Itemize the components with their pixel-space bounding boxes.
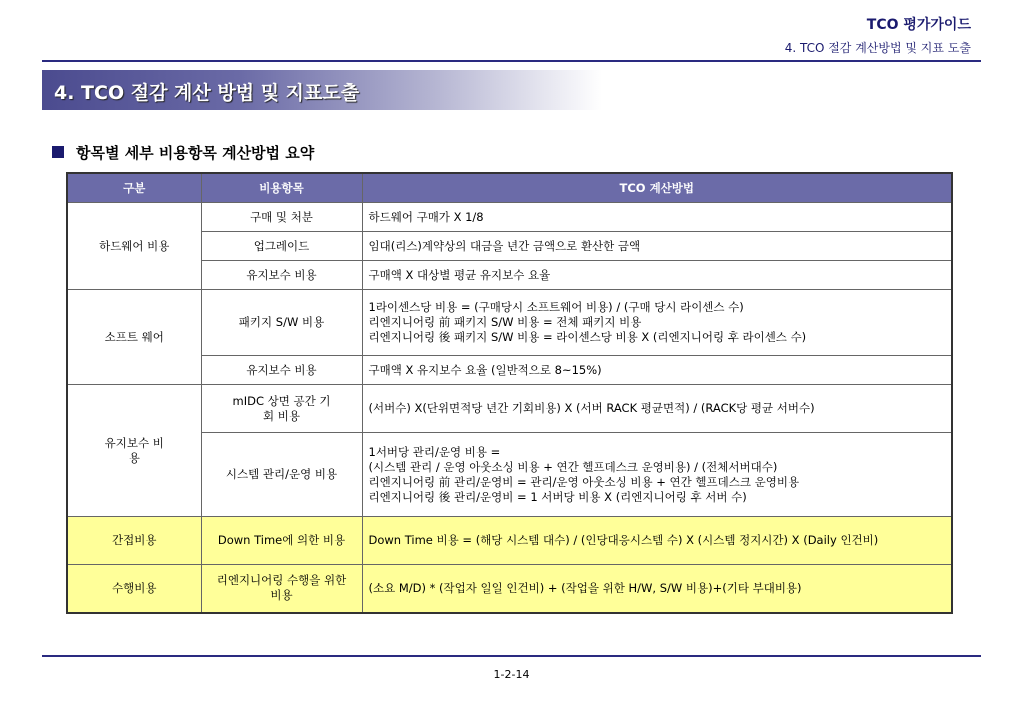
calc-method bbox=[362, 290, 952, 356]
col-header-method: TCO 계산방법 bbox=[362, 173, 952, 203]
group-label: 하드웨어 비용 bbox=[99, 238, 170, 253]
group-execution: 수행비용 bbox=[67, 565, 201, 613]
calc-method: (소요 M/D) * (작업자 일일 인건비) + (작업을 위한 H/W, S/W 비용)+(기타 부대비용) bbox=[362, 565, 952, 613]
group-software bbox=[67, 290, 201, 385]
method-line: 1라이센스당 비용 = (구매당시 소프트웨어 비용) / (구매 당시 라이센스 수) bbox=[368, 300, 744, 314]
method-line: 1서버당 관리/운영 비용 = bbox=[368, 444, 501, 459]
calc-method bbox=[362, 433, 952, 517]
cost-item: 업그레이드 bbox=[201, 232, 362, 261]
cost-item: Down Time에 의한 비용 bbox=[201, 517, 362, 565]
group-label: 소프트 웨어 bbox=[104, 329, 164, 344]
tco-table bbox=[66, 172, 953, 614]
header-title: TCO 평가가이드 bbox=[866, 17, 971, 33]
table-header-row bbox=[67, 173, 952, 203]
cost-item: 유지보수 비용 bbox=[201, 356, 362, 385]
calc-method: (서버수) X(단위면적당 년간 기회비용) X (서버 RACK 평균면적) / (RACK당 평균 서버수) bbox=[362, 385, 952, 433]
cost-item: mIDC 상면 공간 기회 비용 bbox=[201, 385, 362, 433]
group-indirect: 간접비용 bbox=[67, 517, 201, 565]
method-line: 리엔지니어링 前 패키지 S/W 비용 = 전체 패키지 비용 bbox=[368, 315, 642, 329]
calc-method: Down Time 비용 = (해당 시스템 대수) / (인당대응시스템 수) X (시스템 정지시간) X (Daily 인건비) bbox=[362, 517, 952, 565]
cost-item: 리엔지니어링 수행을 위한 비용 bbox=[201, 565, 362, 613]
calc-method: 하드웨어 구매가 X 1/8 bbox=[362, 203, 952, 232]
header-subtitle: 4. TCO 절감 계산방법 및 지표 도출 bbox=[784, 41, 971, 55]
cost-item: 시스템 관리/운영 비용 bbox=[201, 433, 362, 517]
table-row bbox=[67, 290, 952, 356]
method-line: 리엔지니어링 後 관리/운영비 = 1 서버당 비용 X (리엔지니어링 후 서버 수) bbox=[368, 489, 747, 504]
group-label: 유지보수 비용 bbox=[104, 435, 164, 465]
col-header-category: 구분 bbox=[67, 173, 201, 203]
calc-method: 구매액 X 대상별 평균 유지보수 요율 bbox=[362, 261, 952, 290]
cost-item: 유지보수 비용 bbox=[201, 261, 362, 290]
cost-item: 구매 및 처분 bbox=[201, 203, 362, 232]
col-header-item: 비용항목 bbox=[201, 173, 362, 203]
calc-method: 임대(리스)계약상의 대금을 년간 금액으로 환산한 금액 bbox=[362, 232, 952, 261]
title-banner bbox=[42, 70, 602, 110]
banner-title: 4. TCO 절감 계산 방법 및 지표도출 bbox=[54, 82, 360, 104]
method-line: (시스템 관리 / 운영 아웃소싱 비용 + 연간 헬프데스크 운영비용) / (전체서버대수) bbox=[368, 459, 778, 474]
table-row bbox=[67, 517, 952, 565]
section-heading bbox=[52, 142, 314, 163]
table-row bbox=[67, 565, 952, 613]
method-line: 리엔지니어링 後 패키지 S/W 비용 = 라이센스당 비용 X (리엔지니어링 후 라이센스 수) bbox=[368, 330, 807, 344]
cost-item: 패키지 S/W 비용 bbox=[201, 290, 362, 356]
square-bullet-icon bbox=[52, 146, 64, 158]
group-maintenance bbox=[67, 385, 201, 517]
section-title: 항목별 세부 비용항목 계산방법 요약 bbox=[76, 144, 315, 162]
page-number: 1-2-14 bbox=[493, 668, 530, 681]
group-hardware bbox=[67, 203, 201, 290]
calc-method: 구매액 X 유지보수 요율 (일반적으로 8~15%) bbox=[362, 356, 952, 385]
table-row bbox=[67, 385, 952, 433]
table-row bbox=[67, 203, 952, 232]
header-divider bbox=[42, 60, 981, 62]
method-line: 리엔지니어링 前 관리/운영비 = 관리/운영 아웃소싱 비용 + 연간 헬프데스크 운영비용 bbox=[368, 474, 800, 489]
footer-divider bbox=[42, 655, 981, 657]
